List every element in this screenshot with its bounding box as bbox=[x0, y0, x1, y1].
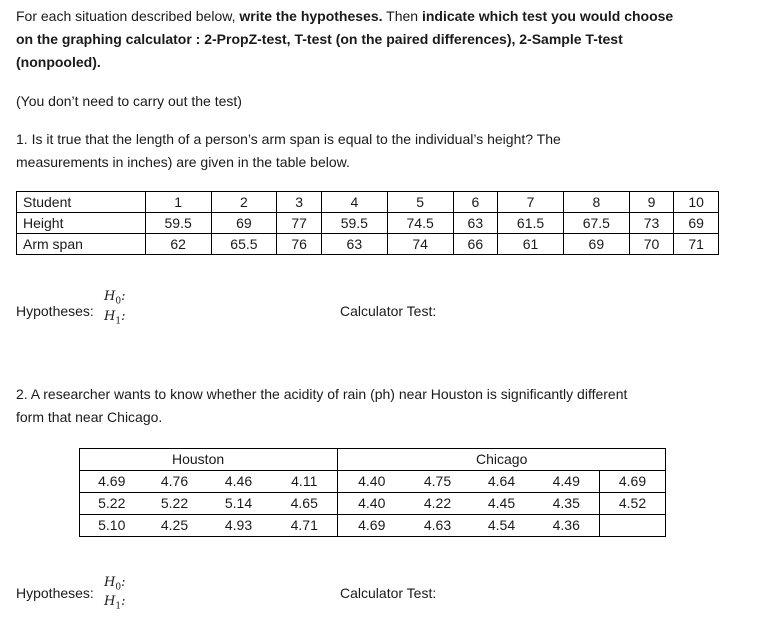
table-header-row bbox=[17, 192, 719, 213]
chicago-value-cell: 4.64 bbox=[470, 471, 534, 493]
table-cell: 61 bbox=[498, 234, 564, 255]
null-hypothesis: $H_0$: bbox=[104, 289, 126, 307]
row-label-cell: Student bbox=[17, 192, 146, 213]
table-header-row bbox=[80, 449, 666, 471]
question-2-line-1: 2. A researcher wants to know whether the acidity of rain (ph) near Houston is significantly different bbox=[16, 386, 628, 402]
chicago-value-cell: 4.54 bbox=[470, 515, 534, 537]
calculator-test-label: Calculator Test: bbox=[340, 303, 437, 319]
alternative-hypothesis: $H_1$: bbox=[104, 309, 126, 327]
table-cell: 62 bbox=[145, 234, 211, 255]
table-cell: 10 bbox=[674, 192, 719, 213]
chicago-value-cell: 4.22 bbox=[406, 493, 470, 515]
chicago-value-cell: 4.35 bbox=[534, 493, 600, 515]
houston-value-cell: 5.10 bbox=[80, 515, 144, 537]
test-options-text: on the graphing calculator : 2-PropZ-test, T-test (on the paired differences), 2-Sample T-test bbox=[16, 31, 623, 47]
table-cell: 59.5 bbox=[321, 213, 387, 234]
question-1-line-1: 1. Is it true that the length of a person’s arm span is equal to the individual’s height? The bbox=[16, 131, 561, 147]
table-cell: 69 bbox=[674, 213, 719, 234]
chicago-value-cell bbox=[600, 515, 666, 537]
chicago-value-cell: 4.36 bbox=[534, 515, 600, 537]
table-cell: 71 bbox=[674, 234, 719, 255]
table-cell: 4 bbox=[321, 192, 387, 213]
table-cell: 66 bbox=[453, 234, 498, 255]
chicago-value-cell: 4.45 bbox=[470, 493, 534, 515]
table-cell: 77 bbox=[277, 213, 322, 234]
table-row bbox=[17, 213, 719, 234]
hypotheses-label: Hypotheses: bbox=[16, 585, 94, 601]
chicago-header: Chicago bbox=[338, 449, 666, 471]
table-cell: 73 bbox=[629, 213, 674, 234]
chicago-value-cell: 4.40 bbox=[338, 471, 406, 493]
houston-value-cell: 4.93 bbox=[206, 515, 272, 537]
instructions-line-3 bbox=[16, 51, 101, 74]
arm-span-table bbox=[16, 191, 719, 255]
table-cell: 70 bbox=[629, 234, 674, 255]
test-options-text: (nonpooled). bbox=[16, 54, 101, 70]
instructions-emphasis: write the hypotheses. bbox=[239, 8, 383, 24]
table-cell: 63 bbox=[321, 234, 387, 255]
hypotheses-label: Hypotheses: bbox=[16, 303, 94, 319]
table-cell: 2 bbox=[211, 192, 277, 213]
question-1-line-2: measurements in inches) are given in the table below. bbox=[16, 154, 350, 170]
instructions-line-1 bbox=[16, 5, 673, 28]
alternative-hypothesis: $H_1$: bbox=[104, 594, 126, 612]
houston-value-cell: 4.71 bbox=[272, 515, 338, 537]
row-label-cell: Arm span bbox=[17, 234, 146, 255]
houston-value-cell: 5.22 bbox=[144, 493, 206, 515]
table-cell: 76 bbox=[277, 234, 322, 255]
table-cell: 65.5 bbox=[211, 234, 277, 255]
houston-value-cell: 4.69 bbox=[80, 471, 144, 493]
houston-value-cell: 4.25 bbox=[144, 515, 206, 537]
chicago-value-cell: 4.69 bbox=[600, 471, 666, 493]
table-cell: 63 bbox=[453, 213, 498, 234]
table-cell: 61.5 bbox=[498, 213, 564, 234]
rain-acidity-table bbox=[79, 448, 666, 537]
null-hypothesis: $H_0$: bbox=[104, 575, 126, 593]
table-cell: 69 bbox=[211, 213, 277, 234]
calculator-test-label: Calculator Test: bbox=[340, 585, 437, 601]
table-cell: 3 bbox=[277, 192, 322, 213]
houston-value-cell: 4.65 bbox=[272, 493, 338, 515]
table-cell: 74 bbox=[387, 234, 453, 255]
chicago-value-cell: 4.40 bbox=[338, 493, 406, 515]
houston-value-cell: 5.22 bbox=[80, 493, 144, 515]
table-cell: 9 bbox=[629, 192, 674, 213]
row-label-cell: Height bbox=[17, 213, 146, 234]
instructions-text: Then bbox=[382, 8, 422, 24]
table-cell: 6 bbox=[453, 192, 498, 213]
table-cell: 67.5 bbox=[563, 213, 629, 234]
chicago-value-cell: 4.69 bbox=[338, 515, 406, 537]
question-2-line-2: form that near Chicago. bbox=[16, 409, 163, 425]
chicago-value-cell: 4.63 bbox=[406, 515, 470, 537]
table-cell: 7 bbox=[498, 192, 564, 213]
table-row bbox=[80, 515, 666, 537]
instructions-line-2 bbox=[16, 28, 623, 51]
table-cell: 69 bbox=[563, 234, 629, 255]
table-cell: 5 bbox=[387, 192, 453, 213]
table-row bbox=[17, 234, 719, 255]
houston-header: Houston bbox=[80, 449, 338, 471]
houston-value-cell: 5.14 bbox=[206, 493, 272, 515]
houston-value-cell: 4.11 bbox=[272, 471, 338, 493]
instructions-text: For each situation described below, bbox=[16, 8, 240, 24]
houston-value-cell: 4.76 bbox=[144, 471, 206, 493]
houston-value-cell: 4.46 bbox=[206, 471, 272, 493]
table-cell: 1 bbox=[145, 192, 211, 213]
chicago-value-cell: 4.52 bbox=[600, 493, 666, 515]
note-text: (You don’t need to carry out the test) bbox=[16, 93, 242, 109]
table-row bbox=[80, 471, 666, 493]
table-cell: 59.5 bbox=[145, 213, 211, 234]
chicago-value-cell: 4.49 bbox=[534, 471, 600, 493]
chicago-value-cell: 4.75 bbox=[406, 471, 470, 493]
table-row bbox=[80, 493, 666, 515]
table-cell: 8 bbox=[563, 192, 629, 213]
table-cell: 74.5 bbox=[387, 213, 453, 234]
instructions-emphasis: indicate which test you would choose bbox=[421, 8, 674, 24]
